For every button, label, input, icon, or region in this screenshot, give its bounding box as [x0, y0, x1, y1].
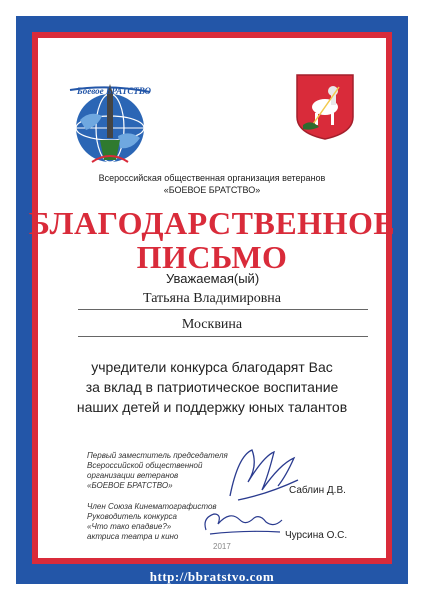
signature-1 [218, 436, 302, 508]
footer-website-link[interactable]: http://bbratstvo.com [149, 569, 275, 584]
gratitude-line-1: учредители конкурса благодарят Вас [91, 359, 333, 375]
signatory-1-line-2: Всероссийской общественной [87, 461, 203, 470]
organization-line-1: Всероссийская общественная организация ветеранов [98, 173, 326, 183]
gratitude-line-3: наших детей и поддержку юных талантов [76, 399, 348, 415]
signatory-2-line-3: «Что тако епадвие?» [87, 522, 172, 531]
signatory-1-line-4: «БОЕВОЕ БРАТСТВО» [87, 481, 173, 490]
gratitude-line-2: за вклад в патриотическое воспитание [85, 379, 339, 395]
logo-brand-text: Боевое БРАТСТВО [76, 86, 152, 96]
recipient-name-line-1: Татьяна Владимировна [142, 291, 282, 306]
organization-name [0, 172, 424, 196]
signatory-1-title [87, 451, 228, 491]
signatory-2-title [87, 502, 217, 542]
signatory-2-line-1: Член Союза Кинематографистов [87, 502, 217, 511]
globe-rocket-emblem-icon [60, 70, 160, 170]
moscow-coat-of-arms-icon [295, 73, 355, 141]
salutation: Уважаемая(ый) [166, 271, 260, 286]
signatory-2-line-2: Руководитель конкурса [87, 512, 177, 521]
organization-line-2: «БОЕВОЕ БРАТСТВО» [163, 185, 261, 195]
gratitude-text [0, 357, 424, 417]
signatory-2-line-4: актриса театра и кино [87, 532, 179, 541]
signatory-1-line-1: Первый заместитель председателя [87, 451, 228, 460]
certificate-title [0, 206, 424, 274]
signature-2 [200, 500, 286, 540]
recipient-name-line-2: Москвина [181, 317, 243, 332]
signatory-1-name: Саблин Д.В. [289, 485, 346, 496]
name-underline-2 [78, 336, 368, 337]
name-underline-1 [78, 309, 368, 310]
signatory-1-line-3: организации ветеранов [87, 471, 179, 480]
year-stamp: 2017 [213, 542, 231, 551]
signatory-2-name: Чурсина О.С. [285, 530, 348, 541]
title-line-1: БЛАГОДАРСТВЕННОЕ [28, 205, 396, 241]
title-line-2: ПИСЬМО [136, 239, 288, 275]
